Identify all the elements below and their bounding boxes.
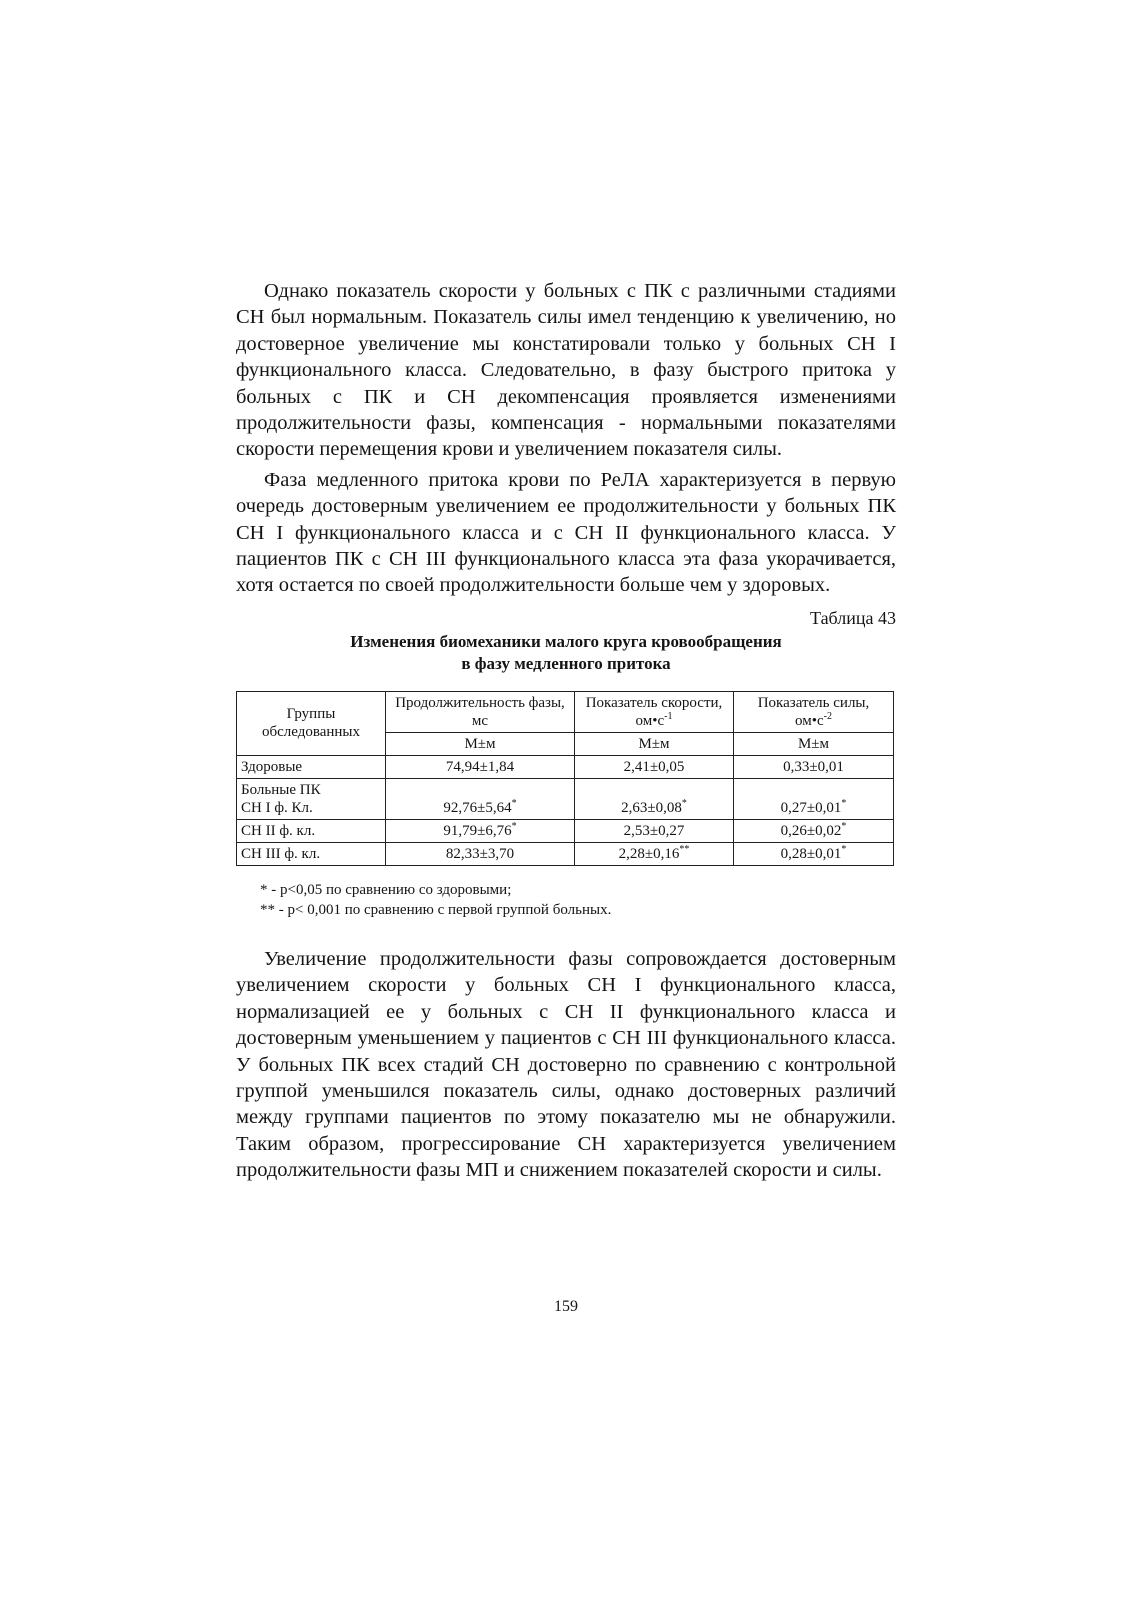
header-speed-label: Показатель скорости, ом•с <box>585 694 723 729</box>
header-force <box>734 691 894 732</box>
table-title <box>236 631 896 675</box>
stat-col1: М±м <box>386 732 575 755</box>
cell-value: 0,26±0,02 <box>780 822 842 839</box>
cell-sup: * <box>511 820 517 832</box>
row-duration <box>386 819 575 842</box>
row-speed <box>575 819 734 842</box>
cell-value: 0,28±0,01 <box>780 845 842 862</box>
cell-value: 0,27±0,01 <box>780 799 842 816</box>
cell-value: 82,33±3,70 <box>445 845 515 862</box>
row-force <box>734 819 894 842</box>
table-row <box>237 842 894 865</box>
table-notes <box>260 880 896 920</box>
row-group-line-1: Больные ПК <box>241 781 321 798</box>
header-speed-sup: -1 <box>664 710 673 722</box>
table-title-line-2: в фазу медленного притока <box>461 653 671 673</box>
table-header-row <box>237 691 894 732</box>
cell-sup: ** <box>679 843 690 855</box>
row-speed <box>575 778 734 819</box>
page-number: 159 <box>554 1298 578 1315</box>
table-row <box>237 819 894 842</box>
row-group: СН III ф. кл. <box>237 842 386 865</box>
cell-value: 2,53±0,27 <box>623 822 685 839</box>
row-group: СН II ф. кл. <box>237 819 386 842</box>
cell-value: 74,94±1,84 <box>445 758 515 775</box>
header-force-label: Показатель силы, ом•с <box>757 694 870 729</box>
data-table <box>236 691 894 866</box>
cell-value: 2,28±0,16 <box>618 845 680 862</box>
note-2: ** - р< 0,001 по сравнению с первой группой больных. <box>260 901 612 918</box>
row-speed <box>575 755 734 778</box>
header-force-sup: -2 <box>823 710 832 722</box>
header-group: Группы обследованных <box>237 691 386 755</box>
header-duration-label: Продолжительность фазы, мс <box>395 694 565 729</box>
cell-sup: * <box>511 797 517 809</box>
header-duration <box>386 691 575 732</box>
row-duration <box>386 842 575 865</box>
stat-col3: М±м <box>734 732 894 755</box>
table-number: Таблица 43 <box>810 607 896 628</box>
paragraph-3: Увеличение продолжительности фазы сопровождается достоверным увеличением скорости у больных СН I функционального класса, нормализацией ее у больных с СН II функционального класса и достоверным уменьшением у пациентов с СН III функционального класса. У больных ПК всех стадий СН достоверно по сравнению с контрольной группой уменьшился показатель силы, однако достоверных различий между группами пациентов по этому показателю мы не обнаружили. Таким образом, прогрессирование СН характеризуется увеличением продолжительности фазы МП и снижением показателей скорости и силы. <box>236 947 896 1182</box>
table-row <box>237 755 894 778</box>
cell-sup: * <box>841 797 847 809</box>
row-force <box>734 755 894 778</box>
stat-col2: М±м <box>575 732 734 755</box>
cell-sup: * <box>841 820 847 832</box>
paragraph-1: Однако показатель скорости у больных с ПК с различными стадиями СН был нормальным. Показатель силы имел тенденцию к увеличению, но достоверное увеличение мы констатировали только у больных СН I функционального класса. Следовательно, в фазу быстрого притока у больных с ПК и СН декомпенсация проявляется изменениями продолжительности фазы, компенсация - нормальными показателями скорости перемещения крови и увеличением показателя силы. <box>236 280 896 461</box>
cell-value: 92,76±5,64 <box>443 799 512 816</box>
row-group-line-2: СН I ф. Кл. <box>241 799 313 816</box>
row-group <box>237 778 386 819</box>
row-speed <box>575 842 734 865</box>
table-title-line-1: Изменения биомеханики малого круга кровообращения <box>350 631 782 651</box>
table-row <box>237 778 894 819</box>
cell-sup: * <box>681 797 687 809</box>
header-speed <box>575 691 734 732</box>
cell-value: 91,79±6,76 <box>443 822 512 839</box>
row-group: Здоровые <box>237 755 386 778</box>
cell-value: 2,41±0,05 <box>623 758 685 775</box>
row-force <box>734 842 894 865</box>
page-content <box>236 278 896 1184</box>
paragraph-2: Фаза медленного притока крови по РеЛА характеризуется в первую очередь достоверным увеличением ее продолжительности у больных ПК СН I функционального класса и с СН II функционального класса. У пациентов ПК с СН III функционального класса эта фаза укорачивается, хотя остается по своей продолжительности больше чем у здоровых. <box>236 468 896 597</box>
cell-sup: * <box>841 843 847 855</box>
row-force <box>734 778 894 819</box>
row-duration <box>386 778 575 819</box>
cell-value: 0,33±0,01 <box>783 758 844 775</box>
row-duration <box>386 755 575 778</box>
cell-value: 2,63±0,08 <box>621 799 682 816</box>
note-1: * - р<0,05 по сравнению со здоровыми; <box>260 881 512 898</box>
